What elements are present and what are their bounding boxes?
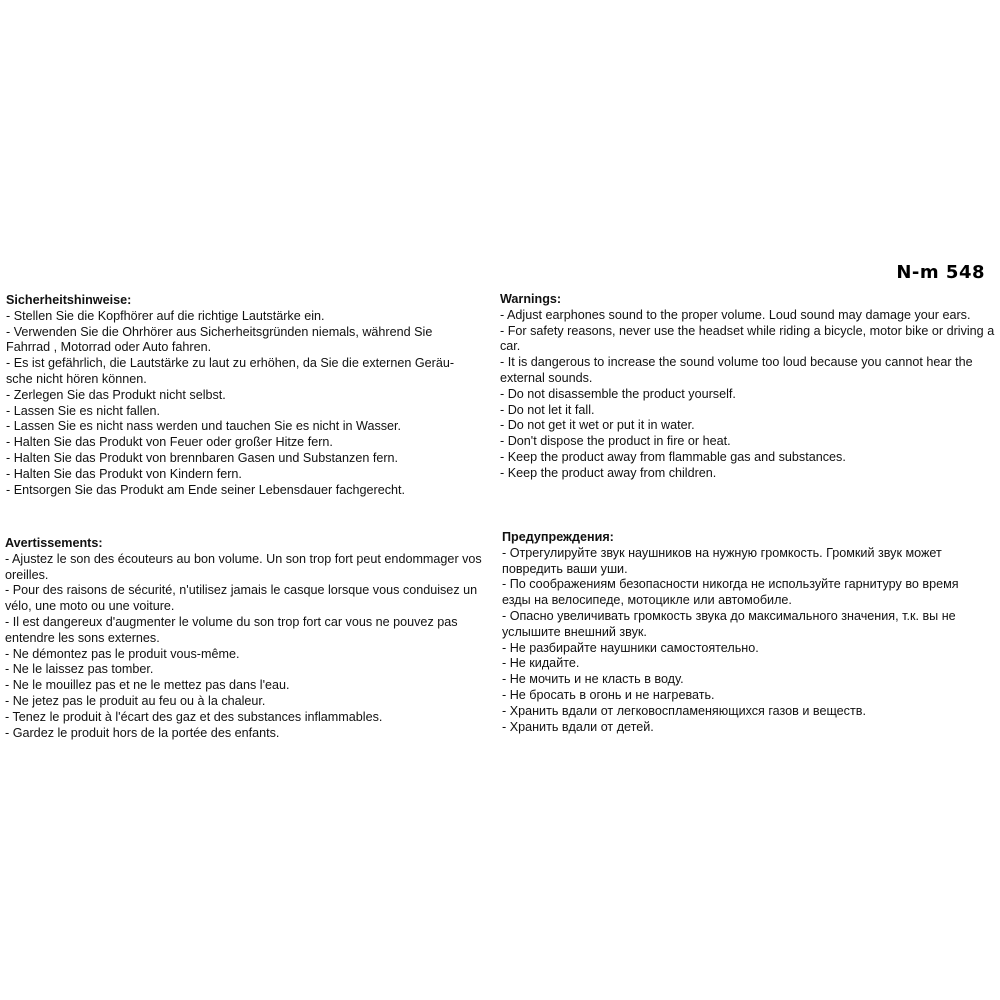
french-warning-item: - Ajustez le son des écouteurs au bon volume. Un son trop fort peut endommager vos oreilles. — [5, 551, 482, 582]
german-warning-item: - Zerlegen Sie das Produkt nicht selbst. — [6, 387, 226, 402]
russian-safety-section — [502, 530, 980, 735]
english-heading: Warnings: — [500, 292, 562, 306]
english-warning-item: - It is dangerous to increase the sound volume too loud because you cannot hear the external sounds. — [500, 355, 973, 385]
english-warning-item: - Don't dispose the product in fire or heat. — [500, 434, 731, 449]
english-warning-item: - Do not get it wet or put it in water. — [500, 418, 695, 433]
german-warning-item: - Halten Sie das Produkt von Kindern fern. — [6, 466, 242, 481]
german-warning-item: - Stellen Sie die Kopfhörer auf die richtige Lautstärke ein. — [6, 308, 325, 323]
french-warning-item: - Pour des raisons de sécurité, n'utilisez jamais le casque lorsque vous conduisez un vélo, une moto ou une voiture. — [5, 583, 478, 614]
french-warning-item: - Ne démontez pas le produit vous-même. — [5, 646, 240, 661]
french-heading: Avertissements: — [5, 536, 103, 550]
model-code: N-m 548 — [896, 262, 985, 283]
german-safety-section — [6, 293, 468, 498]
french-warning-item: - Il est dangereux d'augmenter le volume du son trop fort car vous ne pouvez pas entendre les sons externes. — [5, 614, 458, 645]
russian-warning-item: - Не бросать в огонь и не нагревать. — [502, 687, 715, 702]
german-warning-item: - Es ist gefährlich, die Lautstärke zu laut zu erhöhen, da Sie die externen Geräu- sche nicht hören können. — [6, 356, 455, 386]
french-warning-item: - Tenez le produit à l'écart des gaz et des substances inflammables. — [5, 709, 383, 724]
german-warning-item: - Halten Sie das Produkt von brennbaren Gasen und Substanzen fern. — [6, 450, 399, 465]
french-safety-section — [5, 536, 495, 741]
russian-heading: Предупреждения: — [502, 530, 614, 544]
french-warning-item: - Ne le laissez pas tomber. — [5, 662, 154, 677]
german-heading: Sicherheitshinweise: — [6, 293, 132, 307]
russian-warning-item: - Опасно увеличивать громкость звука до максимального значения, т.к. вы не услышите внешний звук. — [502, 608, 956, 639]
french-warning-item: - Ne jetez pas le produit au feu ou à la chaleur. — [5, 693, 266, 708]
german-warning-list — [6, 309, 468, 499]
german-warning-item: - Verwenden Sie die Ohrhörer aus Sicherheitsgründen niemals, während Sie Fahrrad , Motorrad oder Auto fahren. — [6, 324, 433, 355]
english-warning-item: - Do not disassemble the product yourself. — [500, 386, 736, 401]
english-warning-item: - For safety reasons, never use the headset while riding a bicycle, motor bike or driving a car. — [500, 323, 995, 354]
english-warning-item: - Keep the product away from children. — [500, 465, 717, 480]
english-warning-item: - Keep the product away from flammable gas and substances. — [500, 449, 846, 464]
french-warning-list — [5, 552, 495, 742]
german-warning-item: - Halten Sie das Produkt von Feuer oder großer Hitze fern. — [6, 435, 333, 450]
russian-warning-item: - Не разбирайте наушники самостоятельно. — [502, 640, 759, 655]
russian-warning-item: - Хранить вдали от детей. — [502, 719, 654, 734]
russian-warning-item: - Отрегулируйте звук наушников на нужную громкость. Громкий звук может повредить ваши уши. — [502, 545, 942, 576]
german-warning-item: - Lassen Sie es nicht fallen. — [6, 403, 161, 418]
english-safety-section — [500, 292, 998, 482]
english-warning-list — [500, 308, 998, 482]
german-warning-item: - Lassen Sie es nicht nass werden und tauchen Sie es nicht in Wasser. — [6, 419, 402, 434]
russian-warning-item: - Не кидайте. — [502, 656, 580, 671]
french-warning-item: - Ne le mouillez pas et ne le mettez pas dans l'eau. — [5, 678, 290, 693]
english-warning-item: - Do not let it fall. — [500, 402, 595, 417]
russian-warning-list — [502, 546, 980, 736]
russian-warning-item: - Не мочить и не класть в воду. — [502, 672, 684, 687]
german-warning-item: - Entsorgen Sie das Produkt am Ende seiner Lebensdauer fachgerecht. — [6, 482, 406, 497]
russian-warning-item: - По соображениям безопасности никогда не используйте гарнитуру во время езды на велосипеде, мотоцикле или автомобиле. — [502, 577, 959, 608]
french-warning-item: - Gardez le produit hors de la portée des enfants. — [5, 725, 280, 740]
english-warning-item: - Adjust earphones sound to the proper volume. Loud sound may damage your ears. — [500, 307, 971, 322]
russian-warning-item: - Хранить вдали от легковоспламеняющихся газов и веществ. — [502, 703, 866, 718]
